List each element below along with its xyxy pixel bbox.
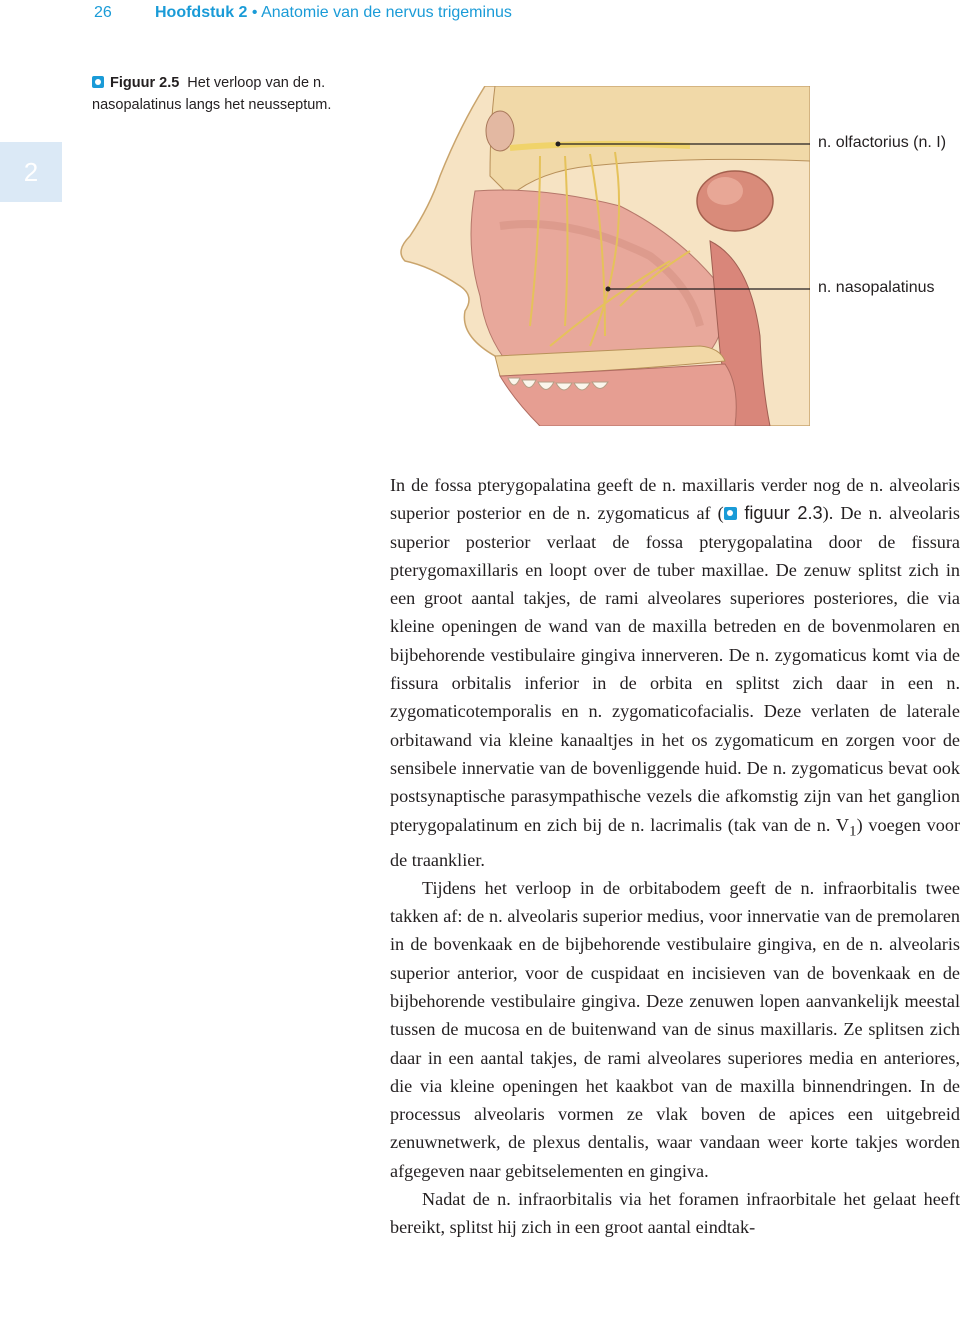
callout-dot-top (556, 142, 561, 147)
callout-nasopalatine: n. nasopalatinus (818, 279, 935, 296)
subscript: 1 (848, 822, 857, 840)
header-separator: • (247, 4, 262, 21)
paragraph-2: Tijdens het verloop in de orbitabodem geeft de n. infraorbitalis twee takken af: de n. alveolaris superior medius, voor innervatie van de premolaren in de bovenkaak en de bijbehorende vestibulaire gingiva, en de n. alveolaris superior anterior, voor de cuspidaat en incisieven van de bovenkaak en de bijbehorende vestibulaire gingiva. Deze zenuwen lopen aanvankelijk meestal tussen de mucosa en de buitenwand van de sinus maxillaris. Ze splitsen zich daar in een aantal takjes, de rami alveolares superiores media en anteriores, die via kleine openingen het kaakbot van de maxilla binnendringen. In de processus alveolaris vormen ze vlak boven de apices een uitgebreid zenuwnetwerk, de plexus dentalis, waar vandaan weer korte takjes worden afgegeven naar gebitselementen en gingiva. (390, 877, 960, 1181)
chapter-label: Hoofdstuk 2 (155, 4, 248, 21)
anatomy-illustration (390, 86, 810, 426)
paragraph-3: Nadat de n. infraorbitalis via het foramen infraorbitale het gelaat heeft bereikt, splitst hij zich in een groot aantal eindtak- (390, 1189, 960, 1238)
chapter-tab: 2 (0, 142, 62, 202)
page-number: 26 (94, 4, 112, 21)
figure-caption (92, 72, 392, 116)
paragraph-1-text-a: In de fossa pterygopalatina geeft de n. maxillaris verder nog de n. alveolaris superior posterior en de n. zygomaticus af ( (390, 475, 960, 524)
figure-icon (724, 507, 737, 520)
sphenoid-highlight (707, 177, 743, 205)
figure-caption-text: Het verloop van de n. nasopalatinus langs het neusseptum. (92, 75, 332, 113)
callout-dot-bottom (606, 287, 611, 292)
figure-label: Figuur 2.5 (110, 75, 180, 91)
figure-reference-label: figuur 2.3 (744, 503, 823, 524)
paragraph-1-text-c: ) voegen voor de traanklier. (390, 814, 960, 870)
chapter-title: Anatomie van de nervus trigeminus (261, 4, 512, 21)
figure-icon (92, 76, 104, 88)
paragraph-1-text-b: ). De n. alveolaris superior posterior verlaat de fossa pterygopalatina door de fissura pterygomaxillaris en loopt over de tuber maxillae. De zenuw splitst zich in een groot aantal takjes, de rami alveolares superiores posteriores, die via kleine openingen de wand van de maxilla betreden en de bovenmolaren en bijbehorende vestibulaire gingiva innerveren. De n. zygomaticus komt via de fissura orbitalis inferior in de orbita en splitst zich daar in een n. zygomaticotemporalis en n. zygomaticofacialis. Deze verlaten de laterale orbitawand via kleine kanaaltjes in het os zygomaticum en zorgen voor de sensibele innervatie van de bovenliggende huid. De n. zygomaticus bevat ook postsynaptische parasympathische vezels die afkomstig zijn van het ganglion pterygopalatinum en zich bij de n. lacrimalis (tak van de n. V (390, 503, 960, 835)
callout-olfactory: n. olfactorius (n. I) (818, 134, 947, 151)
nasal-septum-illustration (390, 86, 810, 426)
frontal-sinus (486, 111, 514, 151)
figure-reference[interactable] (724, 503, 823, 523)
body-text (390, 471, 960, 1242)
running-header (94, 4, 512, 22)
paragraph-1 (390, 471, 960, 874)
